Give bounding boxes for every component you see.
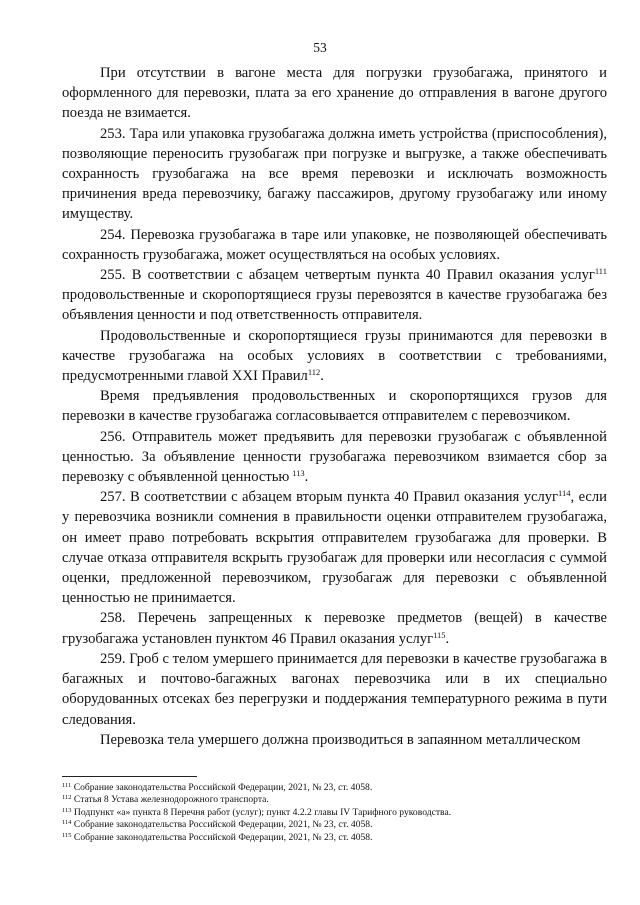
paragraph-text: 255. В соответствии с абзацем четвертым пункта 40 Правил оказания услуг <box>100 267 595 284</box>
paragraph-255 <box>62 265 607 326</box>
paragraph-256 <box>62 427 607 488</box>
footnote-ref: 113 <box>292 468 305 479</box>
paragraph-text: При отсутствии в вагоне места для погрузки грузобагажа, принятого и оформленного для перевозки, плата за его хранение до отправления в вагоне другого поезда не взимается. <box>62 65 607 122</box>
paragraph <box>62 63 607 124</box>
paragraph-258 <box>62 608 607 648</box>
footnote-ref: 111 <box>594 266 607 277</box>
footnote-divider <box>62 776 197 777</box>
paragraph-text-continued: продовольственные и скоропортящиеся грузы перевозятся в качестве грузобагажа без объявления ценности и под ответственность отправителя. <box>62 287 607 324</box>
footnote-ref: 115 <box>433 629 446 640</box>
footnote-number: 114 <box>62 819 72 827</box>
footnote <box>62 819 607 831</box>
paragraph-text: Время предъявления продовольственных и скоропортящихся грузов для перевозки в качестве грузобагажа согласовывается отправителем с перевозчиком. <box>62 388 607 425</box>
footnote <box>62 794 607 806</box>
paragraph-text: 256. Отправитель может предъявить для перевозки грузобагаж с объявленной ценностью. За объявление ценности грузобагажа перевозчиком взимается сбор за перевозку с объявленной ценностью <box>62 428 607 486</box>
paragraph-text: Продовольственные и скоропортящиеся грузы принимаются для перевозки в качестве грузобагажа на особых условиях в соответствии с требованиями, предусмотренными главой XXI Правил <box>62 327 607 385</box>
paragraph-257 <box>62 487 607 608</box>
footnote-text: Собрание законодательства Российской Федерации, 2021, № 23, ст. 4058. <box>73 831 373 843</box>
footnote-ref: 114 <box>558 488 571 499</box>
paragraph <box>62 326 607 387</box>
footnote-text: Собрание законодательства Российской Федерации, 2021, № 23, ст. 4058. <box>73 782 373 793</box>
footnote-text: Статья 8 Устава железнодорожного транспорта. <box>73 794 269 806</box>
paragraph-text: 258. Перечень запрещенных к перевозке предметов (вещей) в качестве грузобагажа установлен пунктом 46 Правил оказания услуг <box>62 610 607 647</box>
footnote-text: Собрание законодательства Российской Федерации, 2021, № 23, ст. 4058. <box>73 819 373 831</box>
footnote-number: 112 <box>62 794 72 802</box>
paragraph-text: 257. В соответствии с абзацем вторым пункта 40 Правил оказания услуг <box>100 489 559 506</box>
page-number: 53 <box>313 40 327 55</box>
paragraph-text-continued: . <box>320 368 324 385</box>
paragraph-text: 254. Перевозка грузобагажа в таре или упаковке, не позволяющей обеспечивать сохранность грузобагажа, может осуществляться на особых условиях. <box>62 226 607 263</box>
paragraph <box>62 730 607 750</box>
paragraph <box>62 386 607 426</box>
footnotes <box>62 782 607 844</box>
body-text <box>62 63 607 750</box>
paragraph-text: 259. Гроб с телом умершего принимается для перевозки в качестве грузобагажа в багажных и почтово-багажных вагонах перевозчика или в их специально оборудованных отсеках без перегрузки и поддержания температурного режима в пути следования. <box>62 650 607 728</box>
footnote-number: 111 <box>62 782 72 789</box>
footnote-text: Подпункт «а» пункта 8 Перечня работ (услуг); пункт 4.2.2 главы IV Тарифного руководства. <box>73 806 452 818</box>
paragraph-254 <box>62 225 607 265</box>
footnote <box>62 807 607 819</box>
footnote <box>62 782 607 794</box>
paragraph-text-continued: . <box>445 630 450 647</box>
footnote <box>62 832 607 844</box>
paragraph-259 <box>62 649 607 730</box>
paragraph-text-continued: , если у перевозчика возникли сомнения в правильности оценки отправителем грузобагажа, он имеет право потребовать вскрытия отправителем грузобагажа для проверки. В случае отказа отправителя вскрыть грузобагаж для проверки или несогласия с суммой оценки, предложенной перевозчиком, грузобагаж для перевозки с объявленной ценностью не принимается. <box>62 489 607 607</box>
paragraph-253 <box>62 124 607 225</box>
paragraph-text: 253. Тара или упаковка грузобагажа должна иметь устройства (приспособления), позволяющие переносить грузобагаж при погрузке и выгрузке, а также обеспечивать сохранность грузобагажа на все время перевозки и исключать возможность причинения вреда перевозчику, багажу пассажиров, другому грузобагажу или иному имуществу. <box>62 125 607 223</box>
footnote-number: 113 <box>62 806 72 814</box>
paragraph-text: Перевозка тела умершего должна производиться в запаянном металлическом <box>100 731 581 748</box>
footnote-number: 115 <box>62 831 72 839</box>
footnote-ref: 112 <box>307 367 321 378</box>
paragraph-text-continued: . <box>304 469 309 486</box>
